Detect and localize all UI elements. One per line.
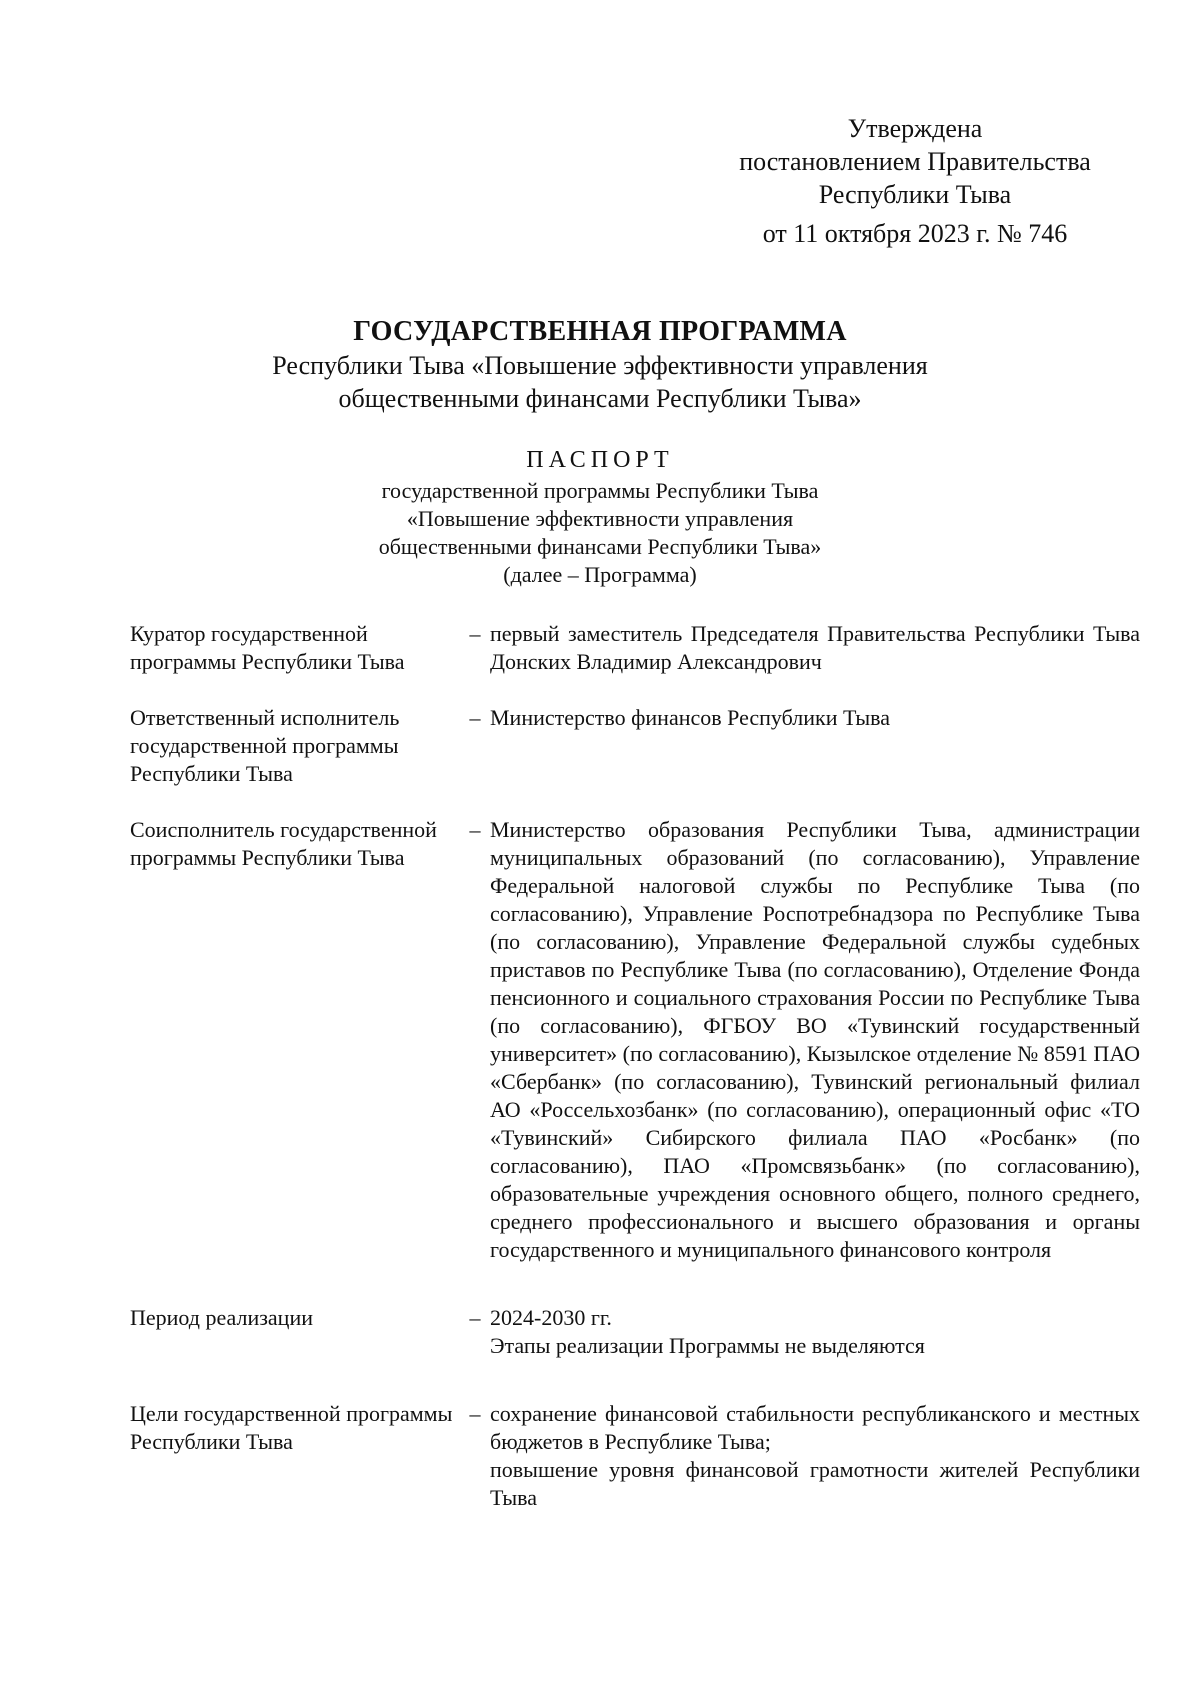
row-label: Период реализации	[130, 1305, 314, 1330]
program-title: ГОСУДАРСТВЕННАЯ ПРОГРАММА	[353, 316, 847, 347]
passport-line: «Повышение эффективности управления	[406, 506, 794, 531]
row-value-paragraph: Министерство образования Республики Тыва, администрации муниципальных образований (по согласованию), Управление Федеральной налоговой службы по Республике Тыва (по согласованию), Управление Роспотребнадзора по Республике Тыва (по согласованию), Управление Федеральной службы судебных приставов по Республике Тыва (по согласованию), Отделение Фонда пенсионного и социального страхования России по Республике Тыва (по согласованию), ФГБОУ ВО «Тувинский государственный университет» (по согласованию), Кызылское отделение № 8591 ПАО «Сбербанк» (по согласованию), Тувинский региональный филиал АО «Россельхозбанк» (по согласованию), операционный офис «ТО «Тувинский» Сибирского филиала ПАО «Росбанк» (по согласованию), ПАО «Промсвязьбанк» (по согласованию), образовательные учреждения основного общего, полного среднего, среднего профессионального и высшего образования и органы государственного и муниципального финансового контроля	[490, 817, 1140, 1262]
row-value-paragraph: Министерство финансов Республики Тыва	[490, 705, 890, 730]
passport-title: ПАСПОРТ	[526, 447, 674, 473]
row-label: Куратор государственной программы Республики Тыва	[130, 621, 405, 674]
program-subtitle: общественными финансами Республики Тыва»	[338, 384, 862, 413]
passport-line: (далее – Программа)	[503, 562, 697, 587]
passport-line: общественными финансами Республики Тыва»	[378, 534, 822, 559]
row-value	[490, 816, 1140, 1264]
row-value	[490, 1400, 1140, 1512]
passport-row	[130, 1304, 1140, 1360]
passport-row	[130, 704, 1140, 788]
row-dash: –	[469, 621, 481, 646]
passport-row	[130, 1400, 1140, 1512]
row-label: Соисполнитель государственной программы Республики Тыва	[130, 817, 437, 870]
program-subtitle: Республики Тыва «Повышение эффективности управления	[272, 351, 928, 380]
row-value-paragraph: Этапы реализации Программы не выделяются	[490, 1333, 925, 1358]
row-value	[490, 620, 1140, 676]
row-dash: –	[469, 1305, 481, 1330]
row-value	[490, 1304, 1140, 1360]
passport-row	[130, 816, 1140, 1264]
approval-block	[690, 112, 1140, 250]
row-value-paragraph: повышение уровня финансовой грамотности жителей Республики Тыва	[490, 1457, 1140, 1510]
row-label: Ответственный исполнитель государственной программы Республики Тыва	[130, 705, 400, 786]
approval-line: постановлением Правительства	[739, 147, 1091, 176]
row-dash: –	[469, 705, 481, 730]
row-value-paragraph: 2024-2030 гг.	[490, 1305, 612, 1330]
program-heading	[150, 315, 1050, 415]
row-value-paragraph: сохранение финансовой стабильности республиканского и местных бюджетов в Республике Тыва;	[490, 1401, 1140, 1454]
passport-row	[130, 620, 1140, 676]
row-label: Цели государственной программы Республики Тыва	[130, 1401, 453, 1454]
row-dash: –	[469, 1401, 481, 1426]
row-dash: –	[469, 817, 481, 842]
approval-date: от 11 октября 2023 г. № 746	[762, 219, 1068, 248]
approval-line: Утверждена	[847, 114, 983, 143]
passport-table	[130, 620, 1140, 1512]
row-value-paragraph: первый заместитель Председателя Правительства Республики Тыва Донских Владимир Александрович	[490, 621, 1140, 674]
passport-heading	[250, 445, 950, 589]
row-value	[490, 704, 1140, 732]
approval-line: Республики Тыва	[818, 180, 1012, 209]
passport-line: государственной программы Республики Тыва	[381, 478, 819, 503]
